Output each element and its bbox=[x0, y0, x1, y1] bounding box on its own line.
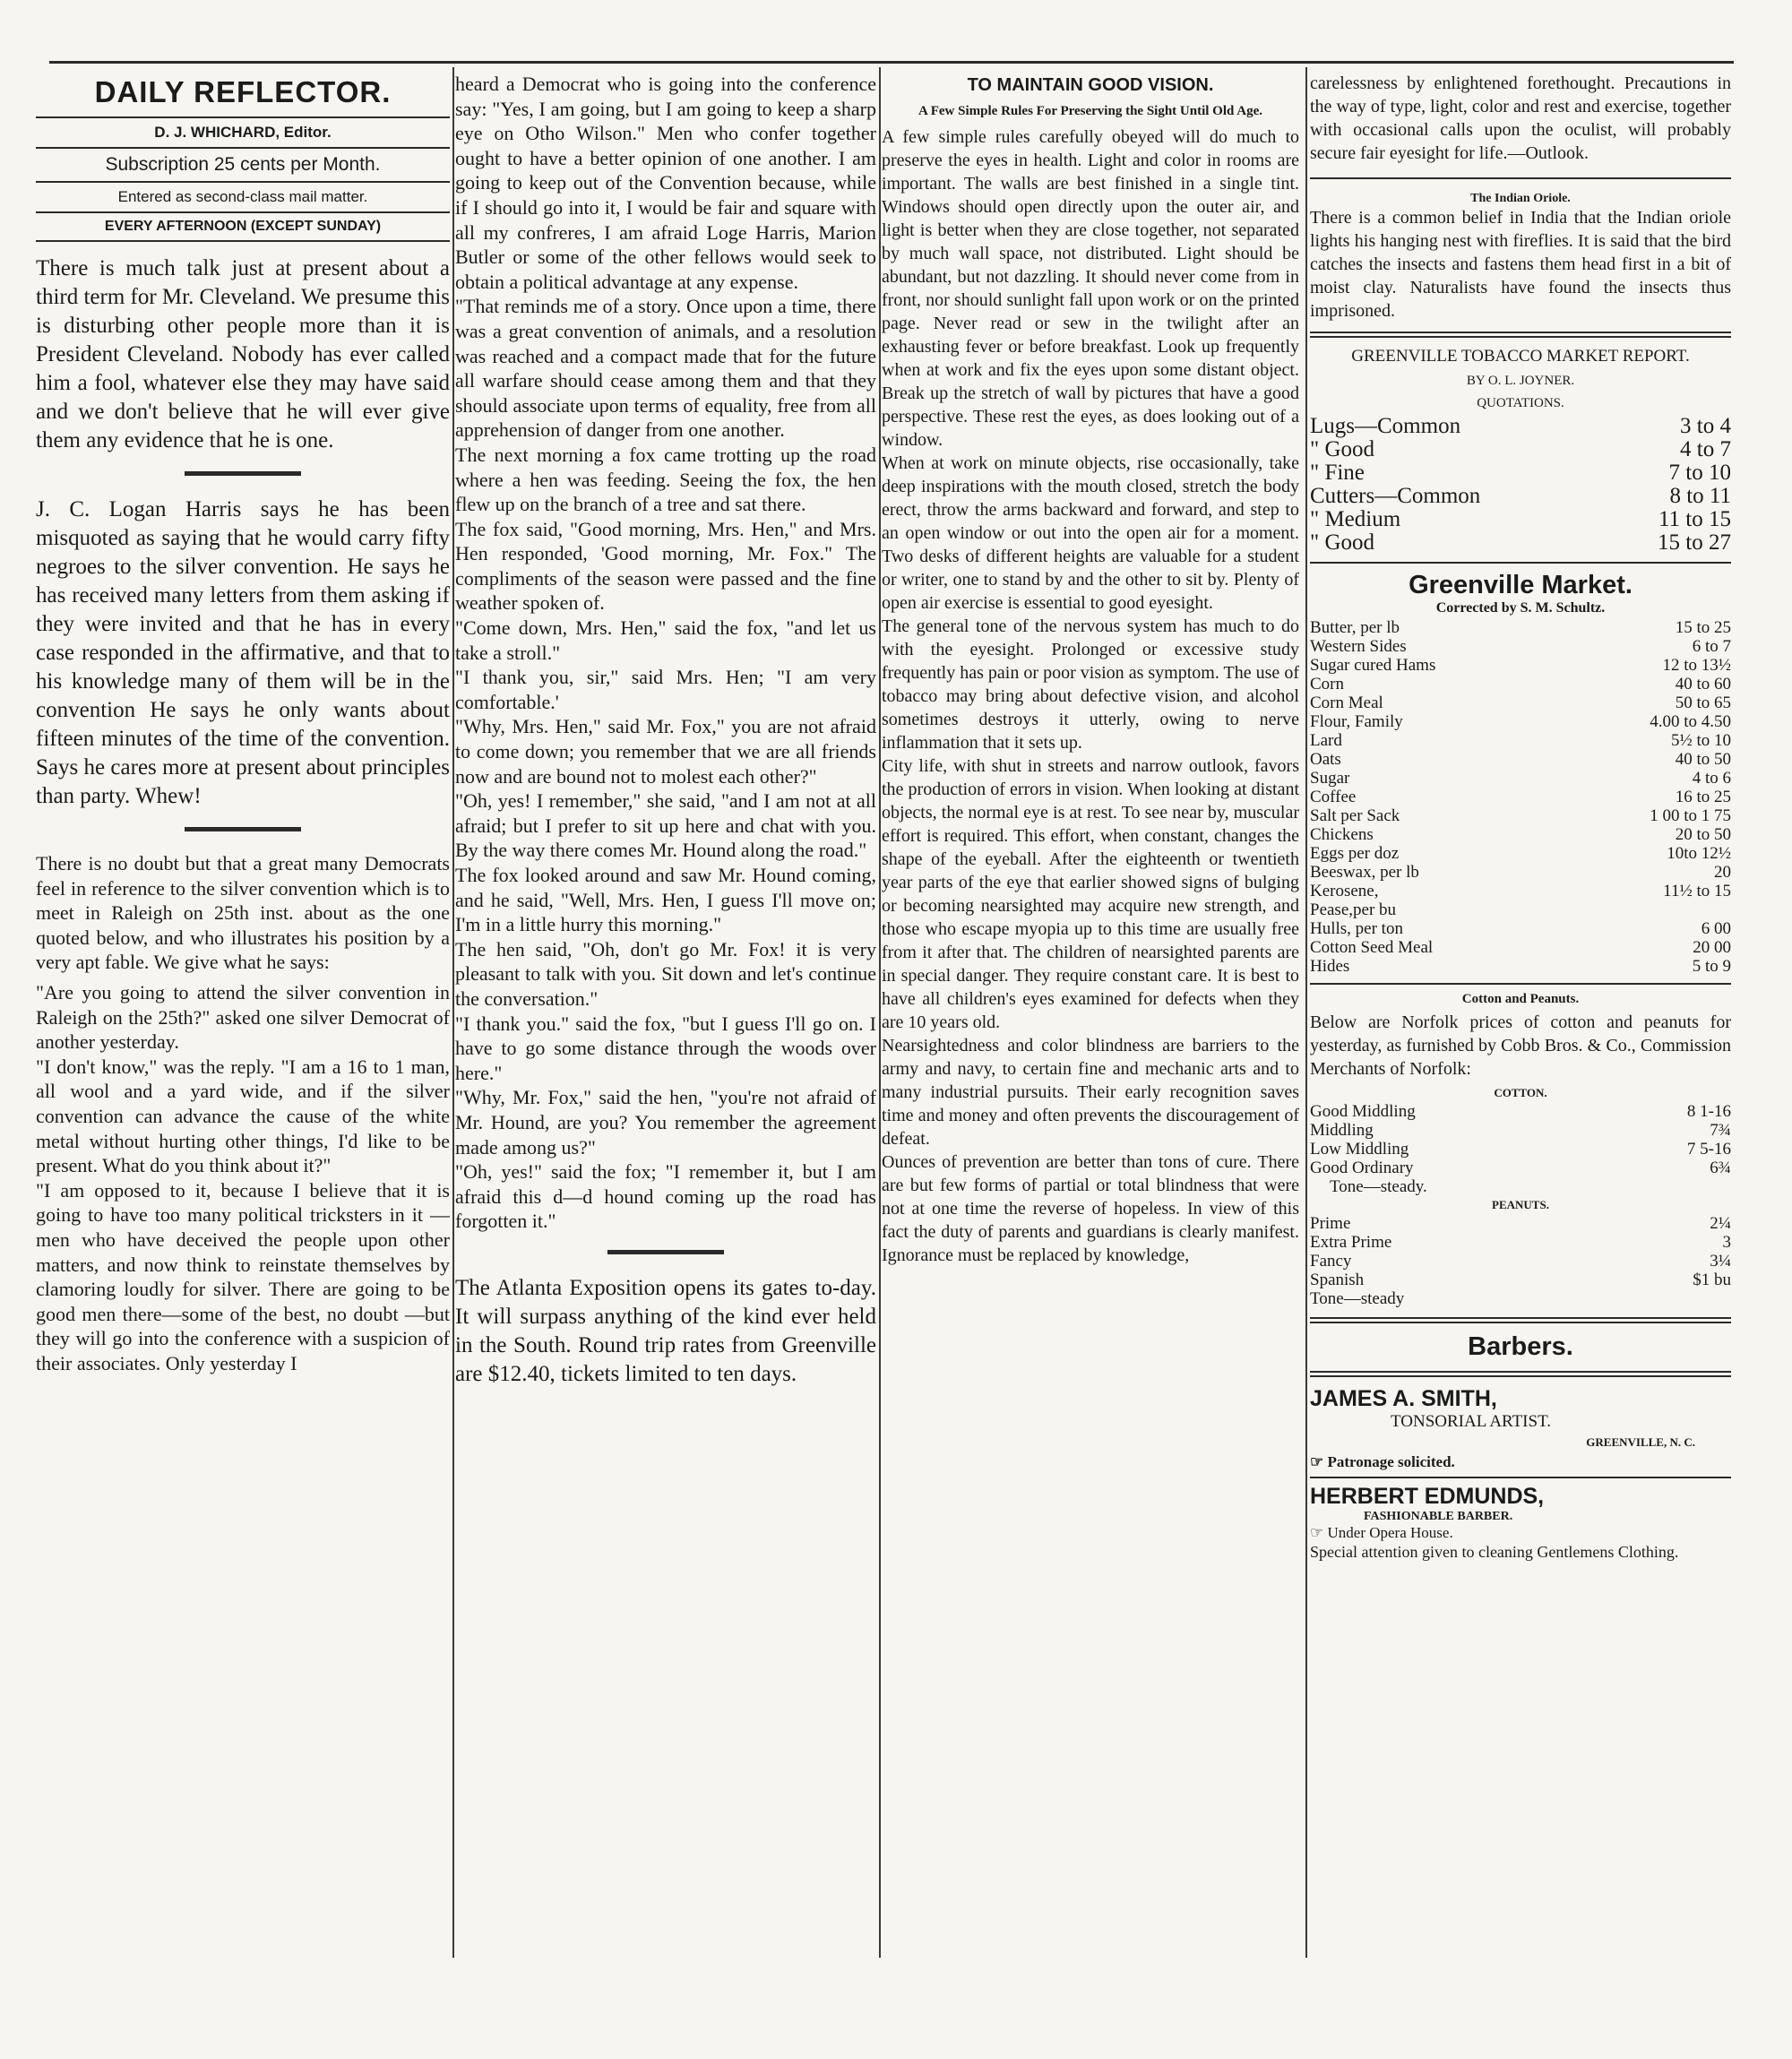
row-value: 10to 12½ bbox=[1667, 844, 1731, 863]
row-value: 1 00 to 1 75 bbox=[1650, 806, 1731, 825]
article-paragraph: "I don't know," was the reply. "I am a 16 to 1 man, all wool and a yard wide, and if the silver convention can advance the cause of the white metal without hurting other things, I'd like to be present. What do you think about it?" bbox=[36, 1055, 450, 1177]
row-label: Salt per Sack bbox=[1310, 806, 1400, 825]
row-value: 20 00 bbox=[1693, 938, 1731, 957]
row-value: 7 5-16 bbox=[1686, 1140, 1731, 1159]
column-4 bbox=[1310, 72, 1731, 2043]
row-value: 3 to 4 bbox=[1680, 414, 1731, 438]
pointing-hand-icon: ☞ bbox=[1310, 1453, 1324, 1470]
article-paragraph: "I am opposed to it, because I believe that it is going to have too many political tricksters in it —men who have deceived the people upon other matters, and now think to reinstate themselves by clamoring loudly for silver. There are going to be good men there—some of the best, no doubt —but they will go into the conference with a suspicion of their associates. Only yesterday I bbox=[36, 1178, 450, 1374]
masthead-editor: D. J. WHICHARD, Editor. bbox=[154, 124, 332, 141]
row-label: Lugs—Common bbox=[1310, 414, 1461, 438]
cotton-title: COTTON. bbox=[1494, 1086, 1547, 1099]
table-row bbox=[1310, 957, 1731, 976]
article-paragraph: City life, with shut in streets and narrow outlook, favors the production of errors in vision. When looking at distant objects, the normal eye is at rest. To see near by, muscular effort is required. This effort, when constant, changes the shape of the eyeball. After the eighteenth or twentieth year parts of the eye that earlier showed signs of bulging or becoming nearsighted may acquire new strength, and those who escape myopia up to this time are usually free from it after that. The children of nearsighted parents are in special danger. They require constant care. It is best to have all children's eyes examined for defects when they are 10 years old. bbox=[882, 756, 1299, 1032]
row-label: Hulls, per ton bbox=[1310, 919, 1403, 938]
table-row bbox=[1310, 882, 1731, 900]
article-paragraph: "Why, Mr. Fox," said the hen, "you're not afraid of Mr. Hound, are you? You remember the agreement made among us?" bbox=[455, 1086, 876, 1159]
table-row bbox=[1310, 806, 1731, 825]
masthead-title: DAILY REFLECTOR. bbox=[94, 75, 392, 108]
row-value: 5 to 9 bbox=[1692, 957, 1731, 976]
table-row bbox=[1310, 1214, 1731, 1233]
row-value: 8 to 11 bbox=[1669, 484, 1731, 508]
row-label: Sugar cured Hams bbox=[1310, 656, 1436, 675]
row-value: 4 to 7 bbox=[1680, 437, 1731, 461]
row-label: Corn Meal bbox=[1310, 694, 1383, 712]
row-label: Butter, per lb bbox=[1310, 618, 1400, 637]
table-row bbox=[1310, 919, 1731, 938]
article-paragraph: The next morning a fox came trotting up the road where a hen was feeding. Seeing the fox, the hen flew up on the branch of a tree and sat there. bbox=[455, 443, 876, 516]
column-rule bbox=[1305, 67, 1307, 1958]
barber-edmunds-title: FASHIONABLE BARBER. bbox=[1364, 1510, 1513, 1523]
row-label: Flour, Family bbox=[1310, 712, 1403, 731]
article-paragraph: carelessness by enlightened forethought. Precautions in the way of type, light, color and rest and exercise, together with occasional calls upon the oculist, will probably secure fair eyesight for life.—Outlook. bbox=[1310, 73, 1731, 163]
table-row bbox=[1310, 750, 1731, 769]
tobacco-report-author: BY O. L. JOYNER. bbox=[1466, 374, 1575, 388]
row-value: 11½ to 15 bbox=[1663, 882, 1731, 900]
row-value: 6 00 bbox=[1701, 919, 1731, 938]
barbers-title: Barbers. bbox=[1468, 1332, 1573, 1361]
table-row bbox=[1310, 769, 1731, 788]
table-row bbox=[1310, 938, 1731, 957]
table-row bbox=[1310, 618, 1731, 637]
row-label: Cotton Seed Meal bbox=[1310, 938, 1434, 957]
row-value: 50 to 65 bbox=[1675, 694, 1731, 712]
peanut-tone: Tone—steady bbox=[1310, 1289, 1405, 1308]
row-label: Good Middling bbox=[1310, 1102, 1416, 1121]
article-paragraph: The fox looked around and saw Mr. Hound coming, and he said, "Well, Mrs. Hen, I guess I'll move on; I'm in a little hurry this morning." bbox=[455, 864, 876, 936]
row-value: 11 to 15 bbox=[1658, 507, 1731, 531]
table-row bbox=[1310, 863, 1731, 882]
row-label: Sugar bbox=[1310, 769, 1350, 788]
row-label: Spanish bbox=[1310, 1271, 1365, 1289]
article-logan-harris: J. C. Logan Harris says he has been misquoted as saying that he would carry fifty negroes to the silver convention. He says he has received many letters from them asking if they were invited and that he has in every case responded in the affirmative, and that to his knowledge many of them will be in the convention He says he only wants about fifteen minutes of the time of the convention. Says he cares more at present about principles than party. Whew! bbox=[36, 497, 450, 808]
barber-edmunds-name: HERBERT EDMUNDS, bbox=[1310, 1484, 1545, 1509]
row-value: 12 to 13½ bbox=[1662, 656, 1731, 675]
row-value: 5½ to 10 bbox=[1670, 731, 1731, 750]
row-value: 15 to 27 bbox=[1658, 530, 1731, 555]
column-rule bbox=[452, 67, 454, 1958]
row-label: Western Sides bbox=[1310, 637, 1407, 656]
article-paragraph: "I thank you, sir," said Mrs. Hen; "I am very comfortable.' bbox=[455, 666, 876, 713]
market-corrected-by: Corrected by S. M. Schultz. bbox=[1435, 600, 1606, 616]
row-label: " Good bbox=[1310, 530, 1375, 555]
row-label: Fancy bbox=[1310, 1252, 1352, 1271]
article-paragraph: "Oh, yes!" said the fox; "I remember it, but I am afraid this d—d hound coming up the road has forgotten it." bbox=[455, 1160, 876, 1233]
row-value: 16 to 25 bbox=[1675, 788, 1731, 806]
column-2 bbox=[455, 72, 876, 2043]
row-label: Oats bbox=[1310, 750, 1341, 769]
row-value: 7¾ bbox=[1710, 1121, 1731, 1140]
article-paragraph: "That reminds me of a story. Once upon a time, there was a great convention of animals, and a resolution was reached and a compact made that for the future all warfare should cease among them and that they should associate upon terms of equality, free from all apprehension of danger from one another. bbox=[455, 295, 876, 442]
row-value: 2¼ bbox=[1710, 1214, 1731, 1233]
table-row bbox=[1310, 900, 1731, 919]
row-label: " Fine bbox=[1310, 461, 1365, 485]
table-row bbox=[1310, 508, 1731, 531]
row-label: " Good bbox=[1310, 437, 1375, 461]
row-label: Pease,per bu bbox=[1310, 900, 1397, 919]
article-paragraph: The fox said, "Good morning, Mrs. Hen," and Mrs. Hen responded, 'Good morning, Mr. Fox." The compliments of the season were passed and the fine weather spoken of. bbox=[455, 517, 876, 615]
row-value: 6 to 7 bbox=[1692, 637, 1731, 656]
row-label: Kerosene, bbox=[1310, 882, 1379, 900]
row-value: 6¾ bbox=[1710, 1159, 1731, 1177]
article-title: TO MAINTAIN GOOD VISION. bbox=[967, 75, 1214, 95]
table-row bbox=[1310, 1159, 1731, 1177]
tobacco-report-title: GREENVILLE TOBACCO MARKET REPORT. bbox=[1351, 347, 1690, 366]
peanuts-title: PEANUTS. bbox=[1492, 1198, 1549, 1211]
article-subtitle: A Few Simple Rules For Preserving the Sight Until Old Age. bbox=[918, 104, 1263, 118]
row-value: 8 1-16 bbox=[1686, 1102, 1731, 1121]
article-atlanta-exposition: The Atlanta Exposition opens its gates to-day. It will surpass anything of the kind ever held in the South. Round trip rates from Greenville are $12.40, tickets limited to ten days. bbox=[455, 1275, 876, 1386]
tobacco-quotations-table bbox=[1310, 415, 1731, 555]
article-paragraph: A few simple rules carefully obeyed will do much to preserve the eyes in health. Light and color in rooms are important. The walls are best finished in a single tint. Windows should open directly upon the outer air, and light is better when they are close together, not separated by much wall space, not distributed. Light should be abundant, but not dazzling. It should never come from in front, nor should sunlight fall upon work or on the printed page. Never read or sew in the twilight after an exhausting fever or before breakfast. Look up frequently when at work and fix the eyes upon some distant object. Break up the stretch of wall by pictures that have a good perspective. These rest the eyes, as does looking out of a window. bbox=[882, 127, 1299, 450]
cotton-peanuts-text: Below are Norfolk prices of cotton and peanuts for yesterday, as furnished by Cobb Bros. & Co., Commission Merchants of Norfolk: bbox=[1310, 1012, 1731, 1079]
barber-smith-note: Patronage solicited. bbox=[1327, 1453, 1455, 1470]
article-paragraph: The hen said, "Oh, don't go Mr. Fox! it is very pleasant to talk with you. Sit down and let's continue the conversation." bbox=[455, 937, 876, 1010]
peanut-prices-table bbox=[1310, 1214, 1731, 1289]
row-label: Lard bbox=[1310, 731, 1342, 750]
market-title: Greenville Market. bbox=[1409, 571, 1633, 599]
table-row bbox=[1310, 844, 1731, 863]
cotton-peanuts-title: Cotton and Peanuts. bbox=[1461, 992, 1580, 1006]
row-label: Extra Prime bbox=[1310, 1233, 1392, 1252]
article-paragraph: When at work on minute objects, rise occasionally, take deep inspirations with the mouth closed, stretch the body erect, throw the arms backward and forward, and step to an open window or out into the open air for a moment. Two desks of different heights are valuable for a student or writer, one to stand by and the other to sit by. Plenty of open air exercise is essential to good eyesight. bbox=[882, 453, 1299, 613]
column-3 bbox=[882, 72, 1299, 2043]
cotton-prices-table bbox=[1310, 1102, 1731, 1177]
top-rule bbox=[49, 61, 1734, 64]
row-label: Coffee bbox=[1310, 788, 1357, 806]
table-row bbox=[1310, 485, 1731, 508]
row-label: Eggs per doz bbox=[1310, 844, 1400, 863]
row-label: Chickens bbox=[1310, 825, 1374, 844]
table-row bbox=[1310, 415, 1731, 438]
row-value: 7 to 10 bbox=[1668, 461, 1731, 485]
row-label: Beeswax, per lb bbox=[1310, 863, 1419, 882]
row-label: Middling bbox=[1310, 1121, 1374, 1140]
row-label: Prime bbox=[1310, 1214, 1351, 1233]
table-row bbox=[1310, 712, 1731, 731]
article-third-term: There is much talk just at present about a third term for Mr. Cleveland. We presume this is disturbing other people more than it is President Cleveland. Nobody has ever called him a fool, whatever else they may have said and we don't believe that he will ever give them any evidence that he is one. bbox=[36, 256, 450, 452]
article-paragraph: The general tone of the nervous system has much to do with the eyesight. Prolonged or excessive study frequently has pain or poor vision as symptom. The use of tobacco may bring about defective vision, and alcohol sometimes destroys it utterly, owing to nerve inflammation that it sets up. bbox=[882, 616, 1299, 753]
article-paragraph: "Come down, Mrs. Hen," said the fox, "and let us take a stroll." bbox=[455, 616, 876, 664]
oriole-title: The Indian Oriole. bbox=[1470, 192, 1571, 205]
oriole-text: There is a common belief in India that the Indian oriole lights his hanging nest with fireflies. It is said that the bird catches the insects and fastens them head first in a bit of moist clay. Naturalists have found the insects thus imprisoned. bbox=[1310, 208, 1731, 321]
row-label: Low Middling bbox=[1310, 1140, 1409, 1159]
table-row bbox=[1310, 1252, 1731, 1271]
row-label: Hides bbox=[1310, 957, 1350, 976]
row-label: Cutters—Common bbox=[1310, 484, 1481, 508]
column-1 bbox=[36, 72, 450, 2043]
row-label: Good Ordinary bbox=[1310, 1159, 1414, 1177]
row-value: 40 to 50 bbox=[1675, 750, 1731, 769]
article-paragraph: "Are you going to attend the silver convention in Raleigh on the 25th?" asked one silver Democrat of another yesterday. bbox=[36, 980, 450, 1054]
cotton-tone: Tone—steady. bbox=[1330, 1177, 1427, 1196]
table-row bbox=[1310, 1140, 1731, 1159]
table-row bbox=[1310, 675, 1731, 694]
article-paragraph: Ounces of prevention are better than tons of cure. There are but few forms of partial or total blindness that were not at one time the reverse of hopeless. In view of this fact the duty of parents and guardians is clearly manifest. Ignorance must be replaced by knowledge, bbox=[882, 1152, 1299, 1265]
row-value: 4 to 6 bbox=[1692, 769, 1731, 788]
article-paragraph: "Oh, yes! I remember," she said, "and I am not at all afraid; but I prefer to sit up here and chat with you. By the way there comes Mr. Hound along the road." bbox=[455, 789, 876, 862]
row-value: 20 to 50 bbox=[1675, 825, 1731, 844]
column-rule bbox=[879, 67, 881, 1958]
table-row bbox=[1310, 1233, 1731, 1252]
row-value: 20 bbox=[1714, 863, 1731, 882]
table-row bbox=[1310, 461, 1731, 485]
tobacco-quotations-label: QUOTATIONS. bbox=[1477, 396, 1564, 410]
pointing-hand-icon: ☞ bbox=[1310, 1524, 1324, 1541]
row-label: Corn bbox=[1310, 675, 1344, 694]
article-paragraph: heard a Democrat who is going into the conference say: "Yes, I am going, but I am going to keep a sharp eye on Otho Wilson." Men who confer together ought to have a better opinion of one another. I am going to keep out of the Convention because, while if I should go into it, I would be fair and square with all my confreres, I am afraid Loge Harris, Marion Butler or some of the other fellows would seek to obtain a political advantage at any expense. bbox=[455, 73, 876, 293]
barber-smith-name: JAMES A. SMITH, bbox=[1310, 1386, 1497, 1411]
row-value: 40 to 60 bbox=[1675, 675, 1731, 694]
row-value: 3 bbox=[1722, 1233, 1731, 1252]
market-prices-table bbox=[1310, 618, 1731, 976]
barber-smith-place: GREENVILLE, N. C. bbox=[1586, 1435, 1695, 1449]
article-paragraph: "I thank you." said the fox, "but I guess I'll go on. I have to go some distance through the woods over here." bbox=[455, 1012, 876, 1084]
table-row bbox=[1310, 788, 1731, 806]
row-value: $1 bu bbox=[1693, 1271, 1731, 1289]
row-value: 15 to 25 bbox=[1675, 618, 1731, 637]
row-value: 3¼ bbox=[1710, 1252, 1731, 1271]
article-silver-convention: There is no doubt but that a great many Democrats feel in reference to the silver convention which is to meet in Raleigh on 25th inst. about as the one quoted below, and who illustrates his position by a very apt fable. We give what he says: bbox=[36, 852, 450, 974]
table-row bbox=[1310, 825, 1731, 844]
masthead-subscription: Subscription 25 cents per Month. bbox=[105, 154, 381, 175]
barber-smith-title: TONSORIAL ARTIST. bbox=[1391, 1412, 1552, 1431]
table-row bbox=[1310, 531, 1731, 555]
table-row bbox=[1310, 694, 1731, 712]
barber-edmunds-place: Under Opera House. bbox=[1327, 1524, 1453, 1541]
masthead-schedule: EVERY AFTERNOON (EXCEPT SUNDAY) bbox=[104, 219, 382, 234]
article-paragraph: "Why, Mrs. Hen," said Mr. Fox," you are not afraid to come down; you remember that we are all friends now and are bound not to molest each other?" bbox=[455, 715, 876, 788]
table-row bbox=[1310, 1271, 1731, 1289]
table-row bbox=[1310, 1102, 1731, 1121]
table-row bbox=[1310, 1121, 1731, 1140]
table-row bbox=[1310, 656, 1731, 675]
row-value: 4.00 to 4.50 bbox=[1650, 712, 1731, 731]
table-row bbox=[1310, 731, 1731, 750]
table-row bbox=[1310, 438, 1731, 461]
row-value bbox=[1565, 900, 1731, 919]
article-paragraph: Nearsightedness and color blindness are barriers to the army and navy, to certain fine and mechanic arts and to many industrial pursuits. Their early recognition saves time and money and often prevents the discouragement of defeat. bbox=[882, 1036, 1299, 1149]
table-row bbox=[1310, 637, 1731, 656]
row-label: " Medium bbox=[1310, 507, 1401, 531]
masthead-mail: Entered as second-class mail matter. bbox=[117, 188, 368, 205]
barber-edmunds-note: Special attention given to cleaning Gentlemens Clothing. bbox=[1310, 1543, 1679, 1561]
